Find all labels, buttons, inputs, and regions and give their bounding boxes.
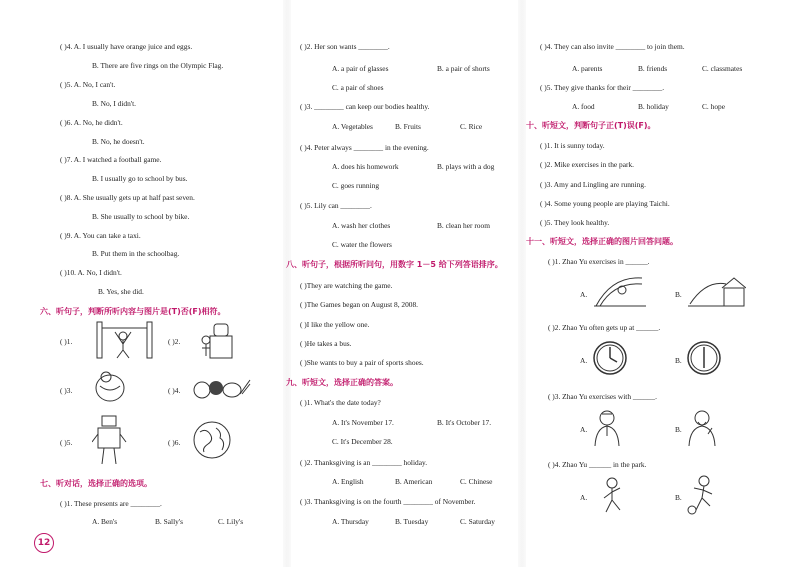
pic-item-5: ( )5. (60, 438, 73, 447)
c2-q3: ( )3. ________ can keep our bodies healthy. (300, 102, 430, 111)
s9-q1-opt: C. It's December 28. (332, 437, 393, 446)
c1-line: B. Yes, she did. (98, 287, 144, 296)
c1-line: B. She usually to school by bike. (92, 212, 190, 221)
c3-q5-opt: A. food (572, 102, 595, 111)
c1-q1-opt-a: A. Ben's (92, 517, 118, 526)
clock-b-icon (686, 340, 722, 376)
globe-picture-icon (192, 420, 232, 460)
c1-q1-opt-b: B. Sally's (155, 517, 184, 526)
boy-running-picture-icon (598, 476, 626, 516)
c3-q5-opt: B. holiday (638, 102, 669, 111)
c2-q3-opt: C. Rice (460, 122, 483, 131)
c2-q3-opt: A. Vegetables (332, 122, 373, 131)
person-carrying-bag-picture-icon (92, 368, 128, 404)
c3-q4-opt: C. classmates (702, 64, 743, 73)
c2-q2-opt: B. a pair of shorts (437, 64, 490, 73)
s10-item: ( )3. Amy and Lingling are running. (540, 180, 646, 189)
c1-line: ( )5. A. No, I can't. (60, 80, 116, 89)
s9-q1-opt: B. It's October 17. (437, 418, 492, 427)
s8-item: ( )They are watching the game. (300, 281, 393, 290)
c3-q4-opt: B. friends (638, 64, 668, 73)
c2-q5: ( )5. Lily can ________. (300, 201, 372, 210)
gutter-left (283, 0, 291, 567)
buildings-picture-icon (686, 274, 746, 310)
gymnast-picture-icon (95, 318, 155, 360)
c3-q4: ( )4. They can also invite ________ to join them. (540, 42, 685, 51)
s11-q3-opt-b: B. (675, 425, 682, 434)
s8-item: ( )The Games began on August 8, 2008. (300, 300, 419, 309)
c1-line: ( )7. A. I watched a football game. (60, 155, 162, 164)
s9-q1-opt: A. It's November 17. (332, 418, 394, 427)
s11-q2-opt-a: A. (580, 356, 588, 365)
c2-q2-opt: C. a pair of shoes (332, 83, 384, 92)
pic-item-6: ( )6. (168, 438, 181, 447)
fruits-picture-icon (192, 372, 252, 402)
s10-item: ( )2. Mike exercises in the park. (540, 160, 634, 169)
c3-q5-opt: C. hope (702, 102, 725, 111)
s11-q4-opt-b: B. (675, 493, 682, 502)
c2-q2: ( )2. Her son wants ________. (300, 42, 390, 51)
s11-q4: ( )4. Zhao Yu ______ in the park. (548, 460, 647, 469)
s11-q2: ( )2. Zhao Yu often gets up at ______. (548, 323, 661, 332)
s9-q1: ( )1. What's the date today? (300, 398, 381, 407)
c2-q4-opt: C. goes running (332, 181, 380, 190)
section-10-title: 十、听短文，判断句子正(T)误(F)。 (526, 121, 656, 130)
c2-q3-opt: B. Fruits (395, 122, 421, 131)
grandpa-picture-icon (686, 408, 718, 448)
s11-q3: ( )3. Zhao Yu exercises with ______. (548, 392, 657, 401)
c1-line: ( )6. A. No, he didn't. (60, 118, 123, 127)
s10-item: ( )4. Some young people are playing Taichi. (540, 199, 670, 208)
s9-q3-opt: C. Saturday (460, 517, 495, 526)
playground-picture-icon (592, 272, 648, 310)
page-number: 12 (34, 533, 54, 553)
c2-q5-opt: C. water the flowers (332, 240, 392, 249)
gutter-right (518, 0, 526, 567)
s11-q1-opt-b: B. (675, 290, 682, 299)
s11-q4-opt-a: A. (580, 493, 588, 502)
c1-q1: ( )1. These presents are ________. (60, 499, 162, 508)
water-cooler-picture-icon (200, 322, 236, 360)
c1-line: ( )10. A. No, I didn't. (60, 268, 122, 277)
s11-q2-opt-b: B. (675, 356, 682, 365)
c1-line: B. Put them in the schoolbag. (92, 249, 180, 258)
clock-a-icon (592, 340, 628, 376)
c1-line: B. There are five rings on the Olympic Flag. (92, 61, 224, 70)
c2-q5-opt: B. clean her room (437, 221, 490, 230)
section-9-title: 九、听短文，选择正确的答案。 (286, 378, 398, 387)
c1-line: ( )4. A. I usually have orange juice and eggs. (60, 42, 193, 51)
c1-line: B. No, he doesn't. (92, 137, 145, 146)
pic-item-3: ( )3. (60, 386, 73, 395)
s9-q2-opt: C. Chinese (460, 477, 493, 486)
s9-q2-opt: B. American (395, 477, 433, 486)
pic-item-2: ( )2. (168, 337, 181, 346)
section-11-title: 十一、听短文，选择正确的图片回答问题。 (526, 237, 678, 246)
s8-item: ( )I like the yellow one. (300, 320, 370, 329)
c2-q4-opt: B. plays with a dog (437, 162, 495, 171)
s9-q3-opt: A. Thursday (332, 517, 369, 526)
s11-q3-opt-a: A. (580, 425, 588, 434)
s10-item: ( )1. It is sunny today. (540, 141, 605, 150)
s8-item: ( )She wants to buy a pair of sports shoes. (300, 358, 424, 367)
c1-line: B. I usually go to school by bus. (92, 174, 188, 183)
s11-q1: ( )1. Zhao Yu exercises in ______. (548, 257, 650, 266)
s9-q2-opt: A. English (332, 477, 364, 486)
c2-q5-opt: A. wash her clothes (332, 221, 391, 230)
pic-item-1: ( )1. (60, 337, 73, 346)
s11-q1-opt-a: A. (580, 290, 588, 299)
father-picture-icon (592, 408, 622, 448)
pic-item-4: ( )4. (168, 386, 181, 395)
boy-playing-football-picture-icon (686, 474, 722, 516)
section-7-title: 七、听对话，选择正确的选项。 (40, 479, 152, 488)
c1-q1-opt-c: C. Lily's (218, 517, 244, 526)
c3-q4-opt: A. parents (572, 64, 603, 73)
s9-q3-opt: B. Tuesday (395, 517, 429, 526)
s8-item: ( )He takes a bus. (300, 339, 352, 348)
c2-q2-opt: A. a pair of glasses (332, 64, 389, 73)
s9-q3: ( )3. Thanksgiving is on the fourth ________ of November. (300, 497, 476, 506)
robot-picture-icon (92, 414, 128, 466)
s9-q2: ( )2. Thanksgiving is an ________ holiday. (300, 458, 428, 467)
c1-line: ( )8. A. She usually gets up at half past seven. (60, 193, 195, 202)
c1-line: ( )9. A. You can take a taxi. (60, 231, 141, 240)
section-6-title: 六、听句子，判断所听内容与图片是(T)否(F)相符。 (40, 307, 226, 316)
c3-q5: ( )5. They give thanks for their ________. (540, 83, 665, 92)
c2-q4: ( )4. Peter always ________ in the evening. (300, 143, 429, 152)
c2-q4-opt: A. does his homework (332, 162, 399, 171)
c1-line: B. No, I didn't. (92, 99, 137, 108)
section-8-title: 八、听句子，根据所听问句，用数字 1－5 给下列答语排序。 (286, 260, 503, 269)
s10-item: ( )5. They look healthy. (540, 218, 610, 227)
